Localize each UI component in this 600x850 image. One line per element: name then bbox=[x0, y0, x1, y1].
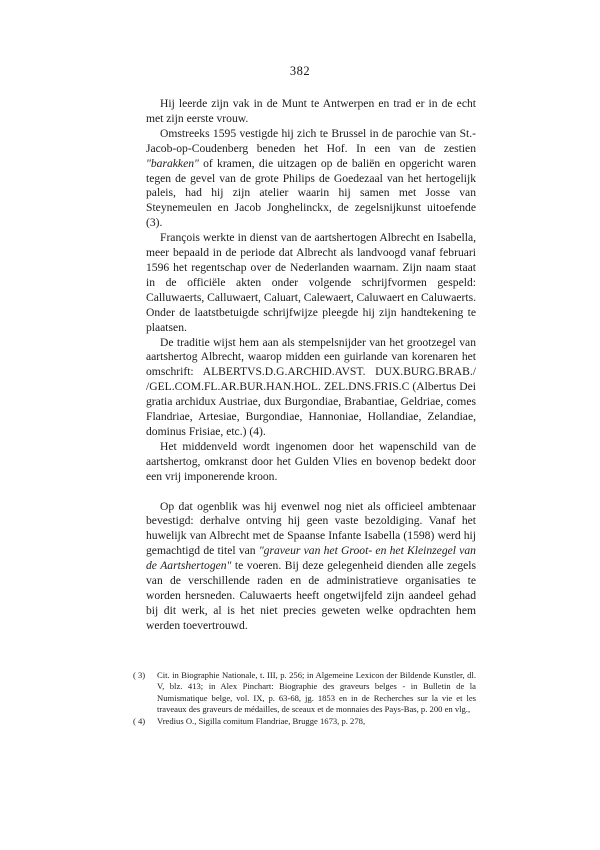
paragraph-great-seal: De traditie wijst hem aan als stempelsnijder van het grootzegel van aartshertog Albrecht, waarop midden een guirlande van korenaren het omschrift: ALBERTVS.D.G.ARCHID.AVST. DUX.BURG.BRAB./ /GEL.COM.FL.AR.BUR.HAN.HOL. ZEL.DNS.FRIS.C (Albertus Dei gratia archidux Austriae, dux Burgondiae, Brabantiae, Geldriae, comes Flandriae, Artesiae, Burgondiae, Hannoniae, Hollandiae, Zelandiae, dominus Frisiae, etc.) (4). bbox=[146, 335, 476, 438]
footnote-mark: ( 3) bbox=[133, 670, 146, 680]
paragraph-training: Hij leerde zijn vak in de Munt te Antwerpen en trad er in de echt met zijn eerste vrouw. bbox=[146, 97, 476, 125]
paragraph-archdukes-service: François werkte in dienst van de aartshertogen Albrecht en Isabella, meer bepaald in de periode dat Albrecht als landvoogd vanaf februari 1596 het regentschap over de Nederlanden waarnam. Zijn naam staat in de officiële akten onder volgende schrijfvormen gespeld: Calluwaerts, Calluwaert, Caluart, Calewaert, Caluwaert en Caluwaerts. Onder de laatstbetuigde schrijfwijze pleegde hij zijn handtekening te plaatsen. bbox=[146, 231, 476, 334]
body-text bbox=[146, 97, 476, 634]
footnote-text: Cit. in Biographie Nationale, t. III, p. 256; in Algemeine Lexicon der Bildende Kunstler, dl. V, blz. 413; in Alex Pinchart: Biographie des graveurs belges - in Bulletin de la Numismatique belge, vol. IX, p. 63-68, jg. 1853 en in de Recherches sur la vie et les traveaux des graveurs de médailles, de sceaux et de monnaies des Pays-Bas, p. 200 en vlg., bbox=[157, 670, 476, 715]
paragraph-official-title: Op dat ogenblik was hij evenwel nog niet als officieel ambtenaar bevestigd: derhalve ontving hij geen vaste bezoldiging. Vanaf het huwelijk van Albrecht met de Spaanse Infante Isabella (1598) werd hij gemachtigd de titel van "graveur van het Groot- en het Kleinzegel van de Aartshertogen" te voeren. Bij deze gelegenheid dienden alle zegels van de verschillende raden en de administratieve organisaties te worden hersneden. Caluwaerts heeft ongetwijfeld zijn aandeel gehad bij dit werk, al is het niet precies geweten welke opdrachten hem werden toevertrouwd. bbox=[146, 499, 476, 632]
paragraph-seal-center: Het middenveld wordt ingenomen door het wapenschild van de aartshertog, omkranst door het Gulden Vlies en bovenop bedekt door een vrij imponerende kroon. bbox=[146, 439, 476, 483]
paragraph-brussels-atelier: Omstreeks 1595 vestigde hij zich te Brussel in de parochie van St.-Jacob-op-Coudenberg beneden het Hof. In een van de zestien "barakken" of kramen, die uitzagen op de baliën en opgericht waren tegen de gevel van de grote Philips de Goedezaal van het hertogelijk paleis, had hij zijn atelier waarin hij samen met Josse van Steynemeulen en Jacob Jonghelinckx, de zegelsnijkunst uitoefende (3). bbox=[146, 126, 476, 230]
barakken-term: "barakken" bbox=[146, 156, 199, 170]
footnote-mark: ( 4) bbox=[133, 715, 146, 726]
footnote-4 bbox=[133, 716, 476, 727]
footnote-3 bbox=[133, 670, 476, 716]
engraver-title: "graveur van het Groot- en het Kleinzegel van de Aartshertogen" bbox=[146, 544, 476, 573]
page-number: 382 bbox=[289, 64, 311, 78]
footnote-text: Vredius O., Sigilla comitum Flandriae, Brugge 1673, p. 278, bbox=[157, 715, 366, 726]
footnotes bbox=[133, 670, 476, 727]
